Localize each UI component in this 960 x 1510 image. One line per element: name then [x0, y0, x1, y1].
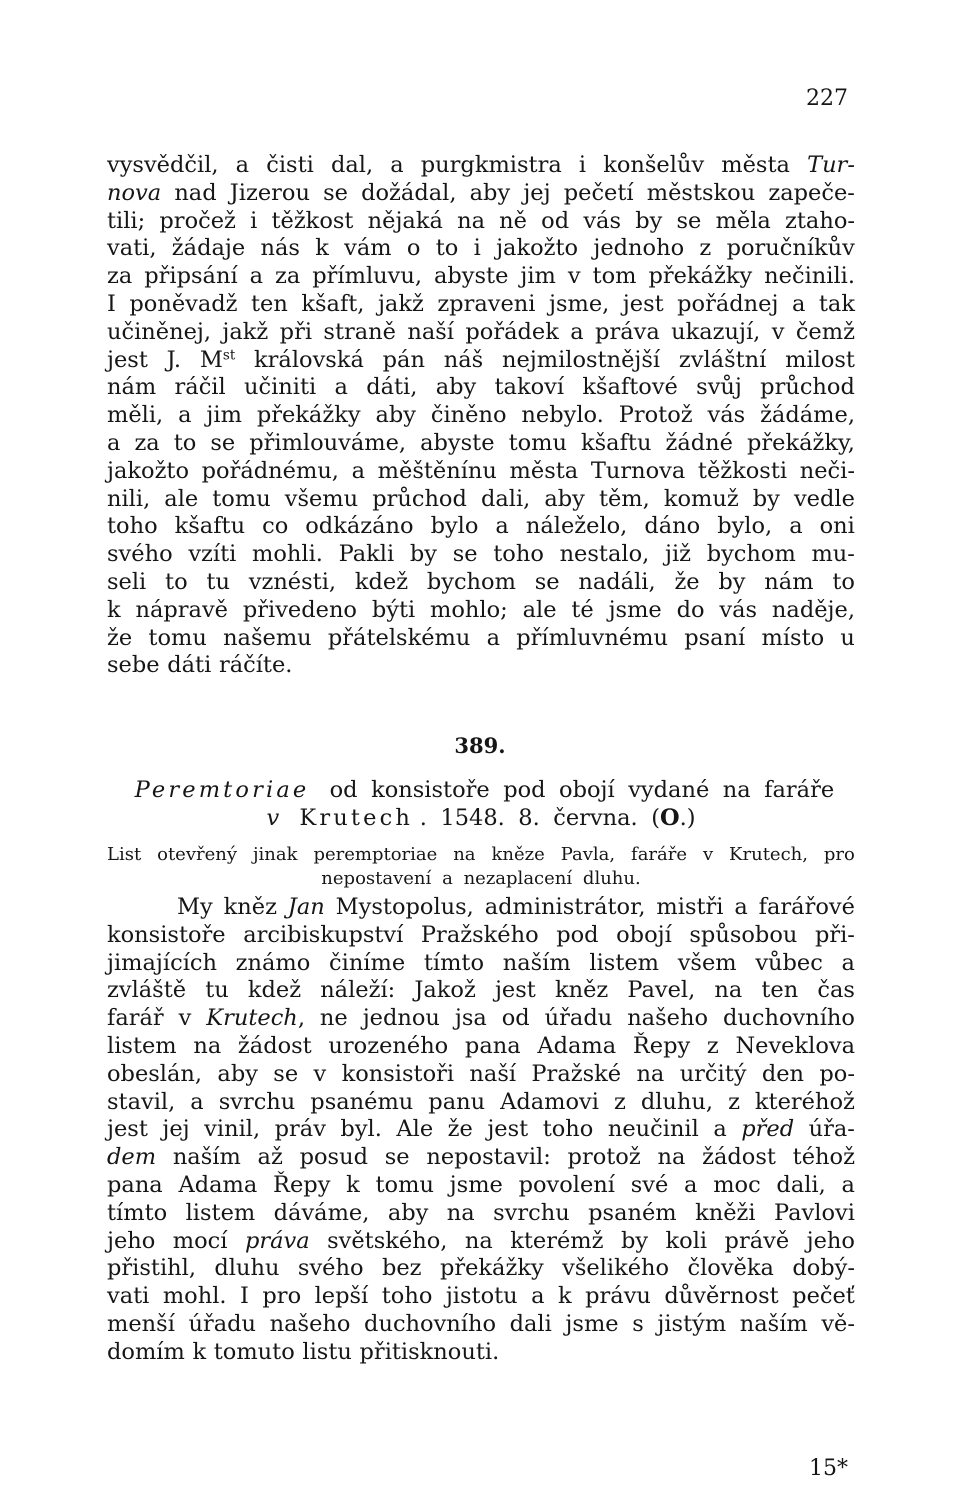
letter-line: svého vzíti mohli. Pakli by se toho nestalo, již bychom mu-: [107, 541, 855, 568]
letter-continuation: [107, 152, 855, 680]
letter-line: a za to se přimlouváme, abyste tomu kšaftu žádné překážky,: [107, 429, 855, 456]
title-line: Peremtoriae od konsistoře pod obojí vydané na faráře: [134, 777, 835, 803]
body-line: stavil, a svrchu psanému panu Adamovi z dluhu, z kteréhož: [107, 1088, 855, 1115]
letter-line: tili; pročež i těžkost nějaká na ně od vás by se měla ztaho-: [107, 207, 855, 234]
letter-line: jest J. Mst královská pán náš nejmilostnější zvláštní milost: [107, 346, 855, 373]
body-line: jimajících známo činíme tímto naším listem všem vůbec a: [107, 949, 855, 976]
body-line: pana Adama Řepy k tomu jsme povolení své a moc dali, a: [107, 1171, 855, 1198]
letter-line: I poněvadž ten kšaft, jakž zpraveni jsme, jest pořádnej a tak: [107, 290, 855, 317]
body-line: farář v Krutech, ne jednou jsa od úřadu našeho duchovního: [107, 1005, 855, 1032]
document-body: [107, 894, 855, 1367]
page-number: 227: [806, 86, 848, 111]
body-line: My kněz Jan Mystopolus, administrátor, mistři a farářové: [177, 894, 855, 920]
letter-line: že tomu našemu přátelskému a přímluvnému psaní místo u: [107, 624, 855, 651]
document-regest: [107, 843, 855, 891]
letter-line: učiněnej, jakž při straně naší pořádek a práva ukazují, v čemž: [107, 318, 855, 345]
document-number: 389.: [454, 733, 506, 758]
letter-line: seli to tu vznésti, kdež bychom se nadáli, že by nám to: [107, 568, 855, 595]
body-line: menší úřadu našeho duchovního dali jsme s jistým naším vě-: [107, 1310, 855, 1337]
body-line: jeho mocí práva světského, na kterémž by koli právě jeho: [107, 1227, 855, 1254]
letter-line: nám ráčil učiniti a dáti, aby takoví kšaftové svůj průchod: [107, 374, 855, 401]
letter-line: jakožto pořádnému, a měštěnínu města Turnova těžkosti neči-: [107, 457, 855, 484]
letter-line: toho kšaftu co odkázáno bylo a náleželo, dáno bylo, a oni: [107, 513, 855, 540]
letter-line: nova nad Jizerou se dožádal, aby jej pečetí městskou zapeče-: [107, 179, 855, 206]
body-line: obeslán, aby se v konsistoři naší Pražské na určitý den po-: [107, 1060, 855, 1087]
body-line: listem na žádost urozeného pana Adama Řepy z Neveklova: [107, 1032, 855, 1059]
title-line: v Krutech . 1548. 8. června. (O.): [266, 804, 696, 831]
document-title: [107, 777, 855, 833]
body-line: vati mohl. I pro lepší toho jistotu a k právu důvěrnost pečeť: [107, 1283, 855, 1310]
letter-line: nili, ale tomu všemu průchod dali, aby těm, komuž by vedle: [107, 485, 855, 512]
regest-line: nepostavení a nezaplacení dluhu.: [321, 868, 641, 889]
body-line: zvláště tu kdež náleží: Jakož jest kněz Pavel, na ten čas: [107, 977, 855, 1004]
body-line: přistihl, dluhu svého bez překážky všelikého člověka dobý-: [107, 1255, 855, 1282]
body-line: domím k tomuto listu přitisknouti.: [107, 1338, 500, 1365]
letter-line: za připsání a za přímluvu, abyste jim v tom překážky nečinili.: [107, 263, 855, 290]
regest-line: List otevřený jinak peremptoriae na kněze Pavla, faráře v Krutech, pro: [107, 844, 855, 865]
letter-line: vysvědčil, a čisti dal, a purgkmistra i konšelův města Tur-: [107, 152, 855, 178]
letter-line: vati, žádaje nás k vám o to i jakožto jednoho z poručníkův: [107, 235, 855, 262]
body-line: konsistoře arcibiskupství Pražského pod obojí spůsobou při-: [107, 921, 855, 948]
letter-line: sebe dáti ráčíte.: [107, 652, 293, 679]
body-line: tímto listem dáváme, aby na svrchu psaném kněži Pavlovi: [107, 1199, 855, 1226]
letter-line: měli, a jim překážky aby činěno nebylo. Protož vás žádáme,: [107, 402, 855, 429]
printer-signature: 15*: [809, 1456, 848, 1481]
body-line: dem naším až posud se nepostavil: protož na žádost téhož: [107, 1144, 855, 1171]
letter-line: k nápravě přivedeno býti mohlo; ale té jsme do vás naděje,: [107, 596, 855, 623]
body-line: jest jej vinil, práv byl. Ale že jest toho neučinil a před úřa-: [107, 1116, 855, 1143]
